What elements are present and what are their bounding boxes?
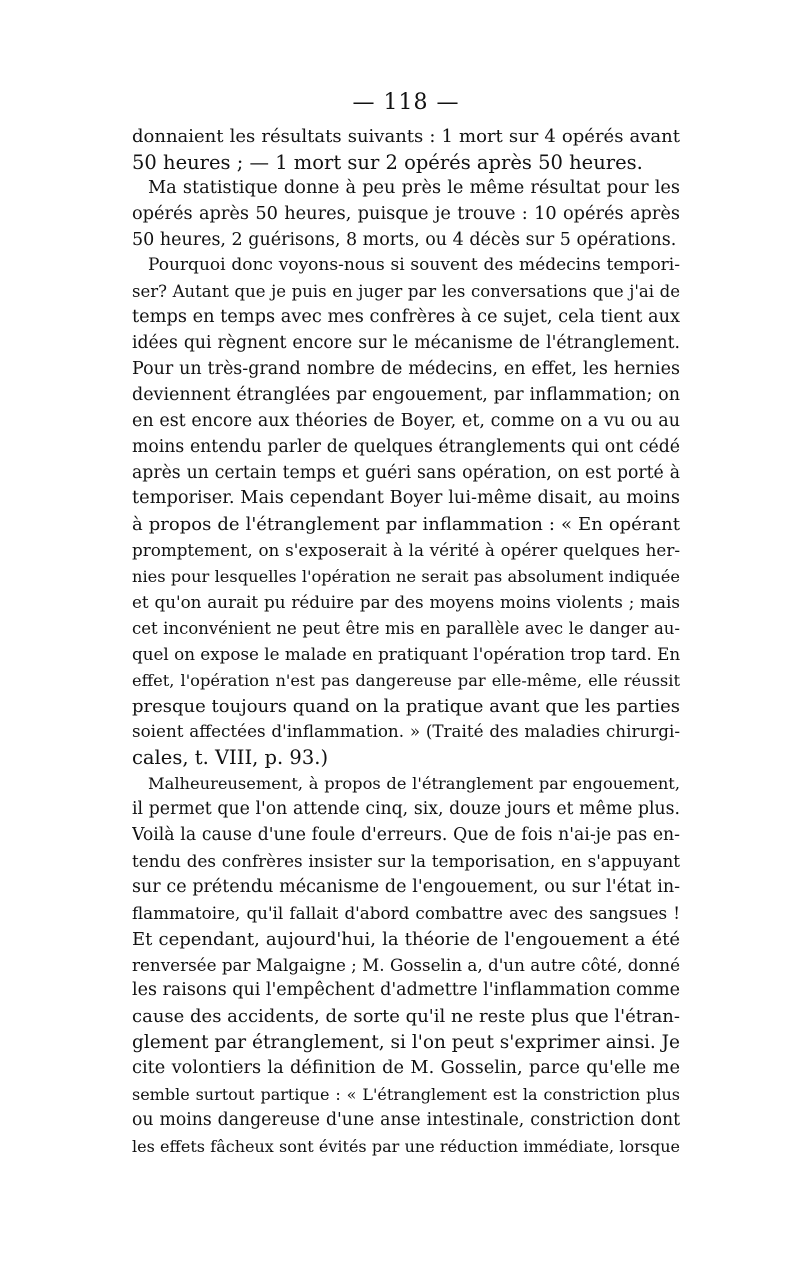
book-page	[132, 88, 680, 1160]
text-line: nies pour lesquelles l'opération ne serait pas absolument indiquée	[132, 567, 680, 587]
text-line: après un certain temps et guéri sans opération, on est porté à	[132, 462, 680, 483]
text-line: glement par étranglement, si l'on peut s'exprimer ainsi. Je	[132, 1032, 680, 1054]
text-line: temporiser. Mais cependant Boyer lui-même disait, au moins	[132, 488, 680, 509]
text-line: Pourquoi donc voyons-nous si souvent des médecins tempori-	[148, 255, 680, 276]
text-line: opérés après 50 heures, puisque je trouve : 10 opérés après	[132, 203, 680, 224]
text-line: Voilà la cause d'une foule d'erreurs. Que de fois n'ai-je pas en-	[132, 825, 680, 846]
text-line: Malheureusement, à propos de l'étranglement par engouement,	[148, 774, 680, 794]
text-line: idées qui règnent encore sur le mécanisme de l'étranglement.	[132, 333, 680, 354]
text-line: donnaient les résultats suivants : 1 mort sur 4 opérés avant	[132, 126, 680, 147]
text-line: les raisons qui l'empêchent d'admettre l'inflammation comme	[132, 980, 680, 1001]
text-line: effet, l'opération n'est pas dangereuse par elle-même, elle réussit	[132, 670, 680, 690]
text-line: cause des accidents, de sorte qu'il ne reste plus que l'étran-	[132, 1006, 680, 1028]
text-line: flammatoire, qu'il fallait d'abord combattre avec des sangsues !	[132, 902, 680, 923]
text-line: cet inconvénient ne peut être mis en parallèle avec le danger au-	[132, 618, 680, 638]
text-line: Et cependant, aujourd'hui, la théorie de l'engouement a été	[132, 928, 680, 950]
text-line: cales, t. VIII, p. 93.)	[132, 746, 329, 770]
text-line: soient affectées d'inflammation. » (Traité des maladies chirurgi-	[132, 721, 680, 742]
text-line: presque toujours quand on la pratique avant que les parties	[132, 695, 680, 717]
text-line: à propos de l'étranglement par inflammation : « En opérant	[132, 514, 680, 536]
body-text	[132, 124, 680, 1160]
text-line: sur ce prétendu mécanisme de l'engouement, ou sur l'état in-	[132, 876, 680, 897]
text-line: renversée par Malgaigne ; M. Gosselin a, d'un autre côté, donné	[132, 954, 680, 975]
text-line: cite volontiers la définition de M. Gosselin, parce qu'elle me	[132, 1058, 680, 1079]
text-line: tendu des confrères insister sur la temporisation, en s'appuyant	[132, 850, 680, 871]
text-line: 50 heures, 2 guérisons, 8 morts, ou 4 décès sur 5 opérations.	[132, 229, 677, 250]
text-line: les effets fâcheux sont évités par une réduction immédiate, lorsque	[132, 1136, 680, 1156]
text-line: et qu'on aurait pu réduire par des moyens moins violents ; mais	[132, 592, 680, 613]
text-line: promptement, on s'exposerait à la vérité à opérer quelques her-	[132, 540, 680, 561]
text-line: il permet que l'on attende cinq, six, douze jours et même plus.	[132, 799, 680, 820]
text-line: Pour un très-grand nombre de médecins, en effet, les hernies	[132, 359, 680, 380]
text-line: temps en temps avec mes confrères à ce sujet, cela tient aux	[132, 307, 680, 328]
text-line: semble surtout partique : « L'étranglement est la constriction plus	[132, 1084, 680, 1104]
text-line: deviennent étranglées par engouement, par inflammation; on	[132, 384, 680, 405]
text-line: quel on expose le malade en pratiquant l'opération trop tard. En	[132, 643, 680, 664]
text-line: 50 heures ; — 1 mort sur 2 opérés après 50 heures.	[132, 150, 643, 174]
page-number: — 118 —	[352, 90, 460, 115]
text-line: moins entendu parler de quelques étranglements qui ont cédé	[132, 436, 680, 457]
text-line: Ma statistique donne à peu près le même résultat pour les	[148, 177, 680, 198]
text-line: en est encore aux théories de Boyer, et, comme on a vu ou au	[132, 410, 680, 431]
text-line: ser? Autant que je puis en juger par les conversations que j'ai de	[132, 282, 680, 302]
text-line: ou moins dangereuse d'une anse intestinale, constriction dont	[132, 1109, 680, 1130]
